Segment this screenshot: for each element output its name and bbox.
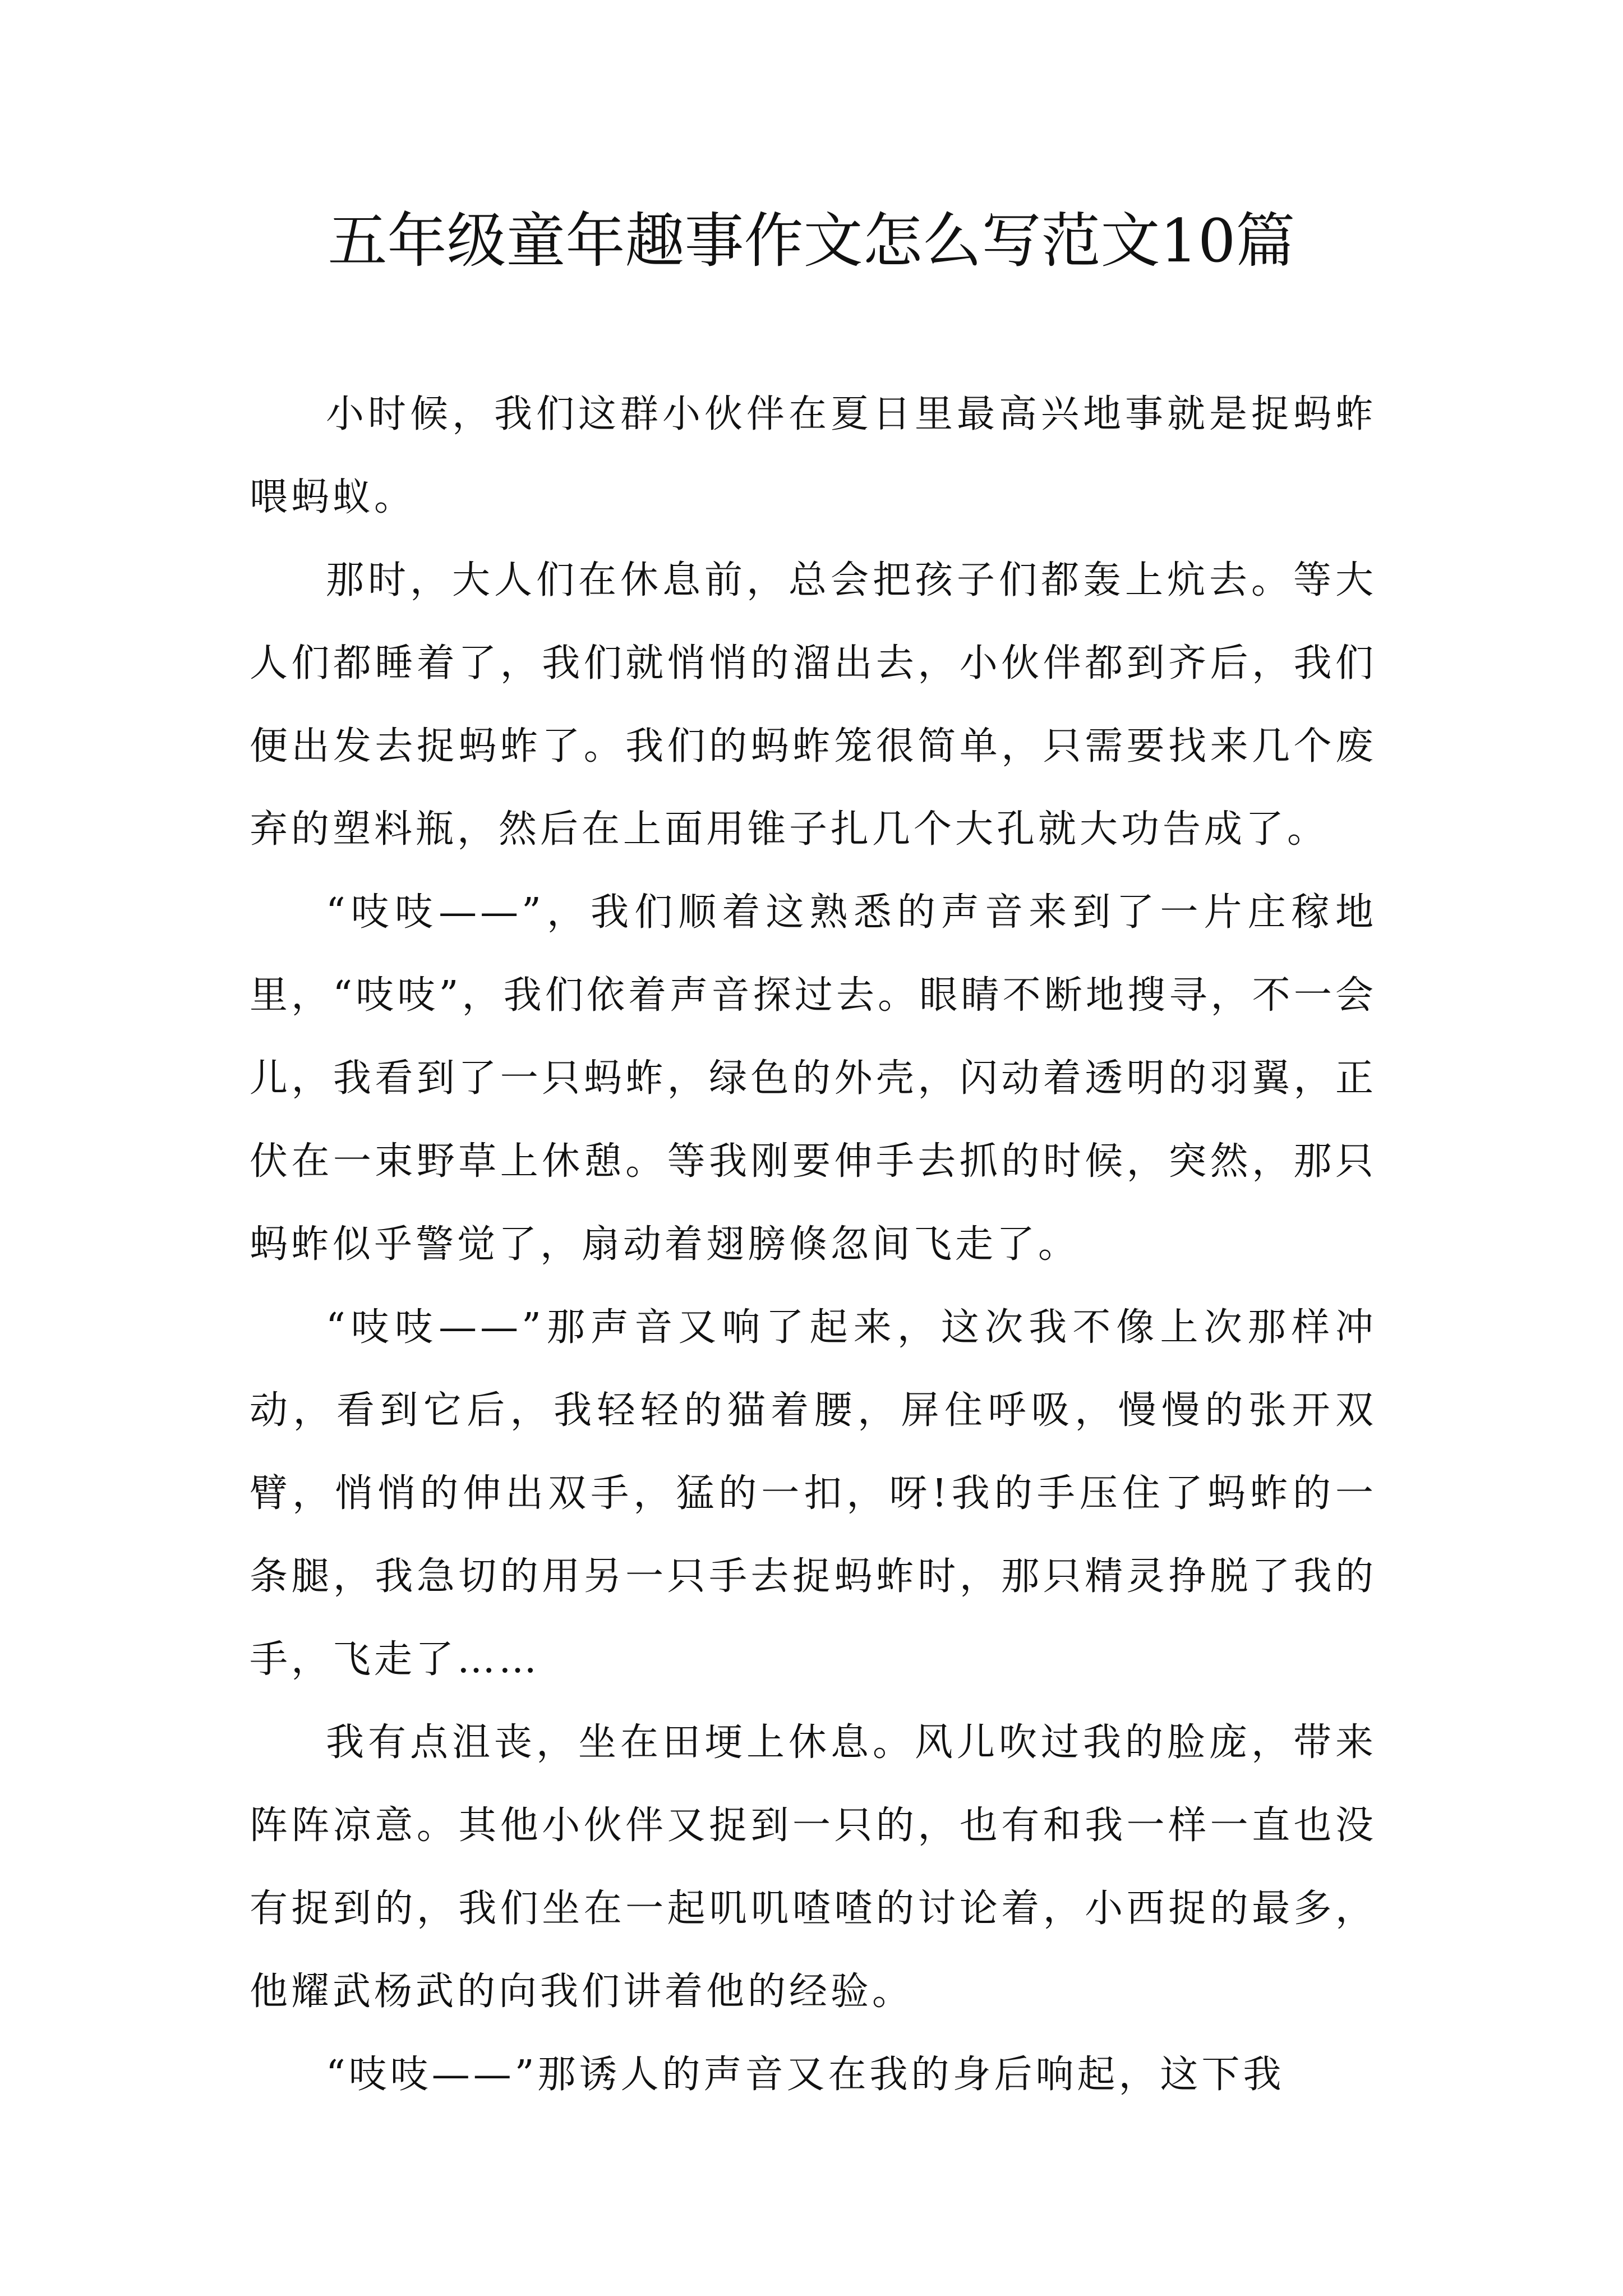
document-title: 五年级童年趣事作文怎么写范文10篇 — [328, 206, 1295, 275]
document-body — [250, 373, 1377, 2116]
paragraph: “吱吱——”那诱人的声音又在我的身后响起，这下我 — [326, 2053, 1285, 2097]
paragraph: 小时候，我们这群小伙伴在夏日里最高兴地事就是捉蚂蚱喂蚂蚁。 — [250, 392, 1377, 519]
paragraph: 那时，大人们在休息前，总会把孩子们都轰上炕去。等大人们都睡着了，我们就悄悄的溜出去，小伙伴都到齐后，我们便出发去捉蚂蚱了。我们的蚂蚱笼很简单，只需要找来几个废弃的塑料瓶，然后在上面用锥子扎几个大孔就大功告成了。 — [250, 558, 1377, 852]
paragraph: “吱吱——”，我们顺着这熟悉的声音来到了一片庄稼地里，“吱吱”，我们依着声音探过去。眼睛不断地搜寻，不一会儿，我看到了一只蚂蚱，绿色的外壳，闪动着透明的羽翼，正伏在一束野草上休憩。等我刚要伸手去抓的时候，突然，那只蚂蚱似乎警觉了，扇动着翅膀倏忽间飞走了。 — [250, 890, 1377, 1267]
paragraph: “吱吱——”那声音又响了起来，这次我不像上次那样冲动，看到它后，我轻轻的猫着腰，屏住呼吸，慢慢的张开双臂，悄悄的伸出双手，猛的一扣，呀!我的手压住了蚂蚱的一条腿，我急切的用另一只手去捉蚂蚱时，那只精灵挣脱了我的手，飞走了…… — [250, 1305, 1377, 1682]
paragraph: 我有点沮丧，坐在田埂上休息。风儿吹过我的脸庞，带来阵阵凉意。其他小伙伴又捉到一只的，也有和我一样一直也没有捉到的，我们坐在一起叽叽喳喳的讨论着，小西捉的最多，他耀武杨武的向我们讲着他的经验。 — [250, 1720, 1377, 2014]
